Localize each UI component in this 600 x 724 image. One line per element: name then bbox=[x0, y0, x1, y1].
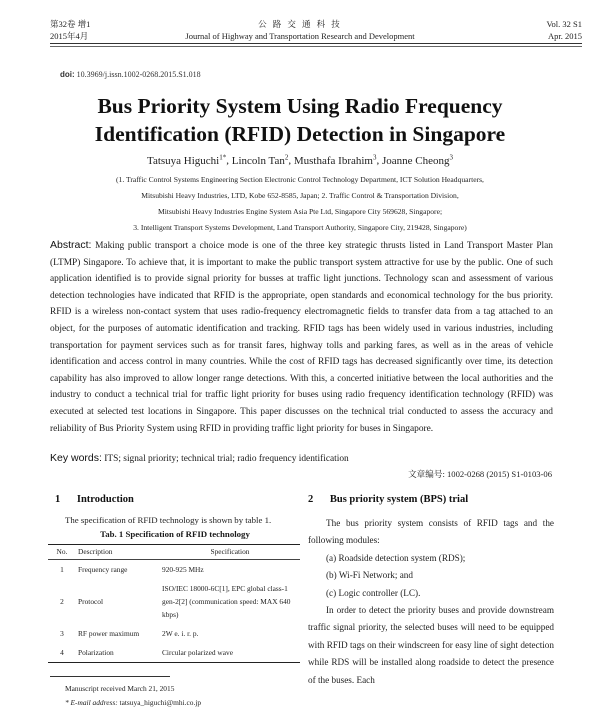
table-row: 1 Frequency range 920-925 MHz bbox=[60, 565, 204, 574]
module-item: (c) Logic controller (LC). bbox=[326, 587, 421, 598]
table-header-row bbox=[48, 545, 300, 560]
affiliation-line: Mitsubishi Heavy Industries, LTD, Kobe 652-8585, Japan; 2. Traffic Control & Transportation Division, bbox=[141, 191, 459, 200]
abstract-text: Making public transport a choice mode is one of the three key strategic thrusts listed in Land Transport Master Plan (LTMP) Singapore. To achieve that, it is important to make the public transport system attractive for use by the public. One of such application identified is to provide signal priority for busses at traffic light junctions. Technology scan and assessment of various detection technologies have indicated that RFID is the appropriate, open standards and economical technology for the bus priority. RFID is a wireless non-contact system that uses radio-frequency electromagnetic fields to transfer data from a tag attached to an object, for the purposes of automatic identification and tracking. RFID tags has been widely used in various industries, including transportation for payment services such as for transit fares, highway tolls and parking fares, as well as in the areas of vehicle identification and access control in many countries. While the cost of RFID tags has decreased significantly over time, its detection capability has also improved to allow longer range detections. With this, a concerted initiative between the local authorities and the industry to conduct a technical trial for traffic light priority for buses using radio frequency identification technology (RFID) was executed at selected test locations in Singapore. This paper discusses on the technical trial conducted to assess the accuracy and reliability of Bus Priority System using RFID in providing traffic light priority for buses in Singapore. bbox=[50, 241, 553, 434]
header-date-en: Apr. 2015 bbox=[548, 31, 582, 41]
header-rule-thin bbox=[50, 46, 582, 47]
header-volume-en bbox=[546, 18, 582, 42]
doi-label: doi: bbox=[60, 70, 75, 79]
doi-value[interactable]: 10.3969/j.issn.1002-0268.2015.S1.018 bbox=[76, 70, 201, 79]
table-row: 4 Polarization Circular polarized wave bbox=[60, 648, 233, 657]
spec-table bbox=[48, 544, 300, 663]
section-number: 2 bbox=[308, 494, 314, 505]
title-line-1: Bus Priority System Using Radio Frequency bbox=[97, 94, 503, 118]
article-number: 文章编号: 1002-0268 (2015) S1-0103-06 bbox=[408, 469, 552, 479]
column-header-no: No. bbox=[48, 545, 76, 560]
table-caption: Tab. 1 Specification of RFID technology bbox=[100, 529, 250, 539]
email-link[interactable]: tatsuya_higuchi@mhi.co.jp bbox=[119, 698, 202, 707]
journal-name-cn: 公 路 交 通 科 技 bbox=[258, 19, 342, 29]
header-volume-number: Vol. 32 S1 bbox=[546, 19, 582, 29]
author: Musthafa Ibrahim$^3$ bbox=[293, 153, 377, 167]
header-rule bbox=[50, 43, 582, 44]
affiliation-line: 3. Intelligent Transport Systems Development, Land Transport Authority, Singapore City, 219428, Singapore) bbox=[133, 223, 467, 232]
footnote-received: Manuscript received March 21, 2015 bbox=[65, 684, 175, 693]
module-item: (b) Wi-Fi Network; and bbox=[326, 570, 413, 581]
section-title: Introduction bbox=[76, 494, 134, 505]
section-2-paragraph: In order to detect the priority buses and provide downstream traffic signal priority, the selected buses will need to be equipped with RFID tags on their windscreen for easy line of sight detection while RDS will be installed along roadside to detect the presence of the buses. Each bbox=[308, 605, 554, 685]
abstract bbox=[50, 237, 553, 437]
module-item: (a) Roadside detection system (RDS); bbox=[326, 552, 466, 563]
title-line-2: Identification (RFID) Detection in Singapore bbox=[94, 122, 506, 146]
keywords bbox=[50, 450, 553, 467]
author-list: Tatsuya Higuchi$^{1*}$, Lincoln Tan$^2$, Musthafa Ibrahim$^3$, Joanne Cheong$^3$ bbox=[147, 153, 453, 167]
abstract-label: Abstract: bbox=[50, 239, 92, 251]
affiliation-line: (1. Traffic Control Systems Engineering Section Electronic Control Technology Department, ICT Solution Headquarters, bbox=[116, 175, 484, 184]
section-title: Bus priority system (BPS) trial bbox=[329, 494, 469, 505]
section-2-body bbox=[308, 515, 554, 689]
paper-title bbox=[0, 92, 600, 148]
journal-name-en: Journal of Highway and Transportation Research and Development bbox=[185, 31, 415, 41]
section-number: 1 bbox=[55, 494, 61, 505]
email-label: * E-mail address: bbox=[65, 698, 118, 707]
author: Tatsuya Higuchi$^{1*}$ bbox=[147, 153, 227, 167]
affiliations bbox=[40, 172, 560, 236]
header-volume bbox=[50, 18, 90, 42]
affiliation-line: Mitsubishi Heavy Industries Engine System Asia Pte Ltd, Singapore City 569628, Singapore; bbox=[157, 207, 443, 216]
column-header-specification: Specification bbox=[160, 545, 300, 560]
header-journal bbox=[150, 18, 450, 42]
section-1-heading bbox=[55, 494, 134, 505]
header-volume-cn: 第32卷 增1 bbox=[50, 19, 91, 29]
footnote-email bbox=[65, 698, 201, 707]
keywords-text: ITS; signal priority; technical trial; radio frequency identification bbox=[104, 454, 349, 464]
doi bbox=[60, 70, 201, 79]
author: Joanne Cheong$^3$ bbox=[381, 153, 453, 167]
table-row: 3 RF power maximum 2W e. i. r. p. bbox=[60, 629, 199, 638]
section-2-intro: The bus priority system consists of RFID tags and the following modules: bbox=[308, 518, 554, 546]
header-date-cn: 2015年4月 bbox=[50, 31, 89, 41]
column-header-description: Description bbox=[76, 545, 160, 560]
footnote-rule bbox=[50, 676, 170, 677]
keywords-label: Key words: bbox=[50, 452, 102, 464]
table-row: 2 Protocol ISO/IEC 18000-6C[1], EPC global class-1 gen-2[2] (communication speed: MAX 640 kbps) bbox=[60, 584, 291, 619]
author: Lincoln Tan$^2$ bbox=[231, 153, 289, 167]
section-1-intro: The specification of RFID technology is shown by table 1. bbox=[65, 515, 272, 525]
section-2-heading bbox=[308, 494, 468, 505]
